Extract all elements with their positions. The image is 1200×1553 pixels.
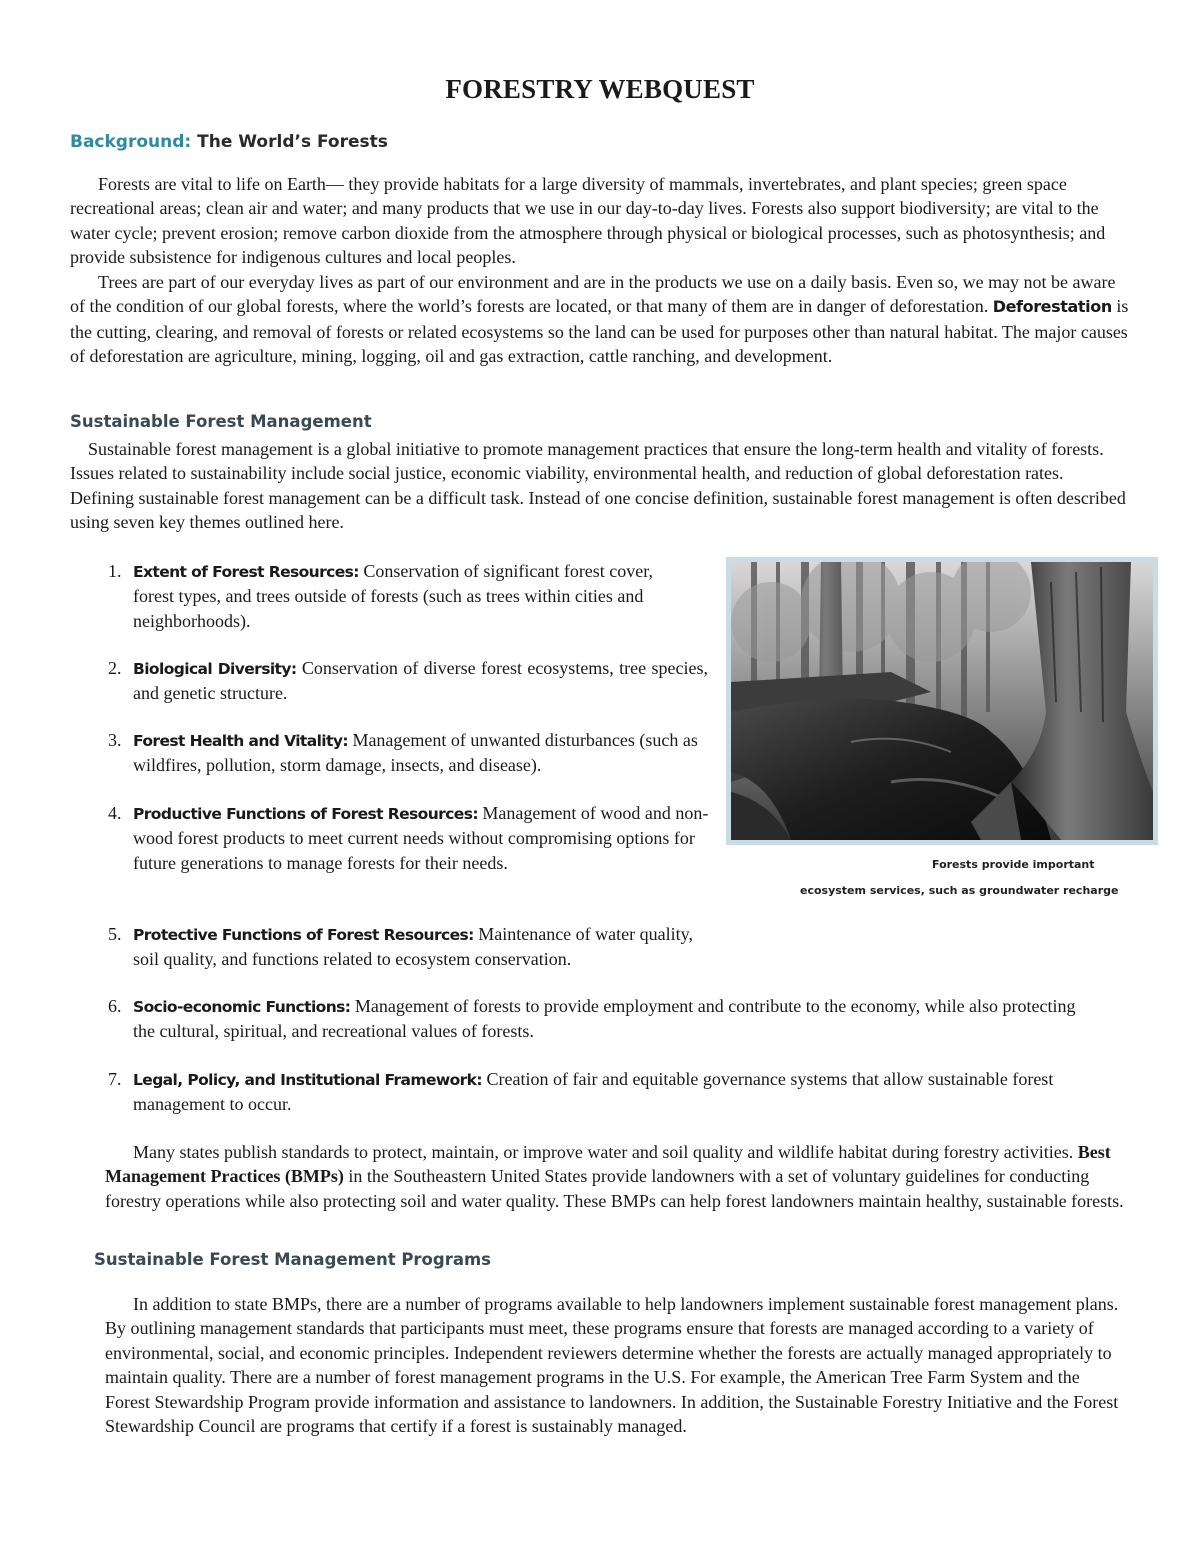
theme-text: Conservation of diverse forest ecosystems, tree species, and genetic structure.	[133, 658, 709, 704]
programs-paragraph: In addition to state BMPs, there are a number of programs available to help landowners implement sustainable forest management plans. By outlining management standards that participants must meet, these programs ensure that forests are managed according to a variety of environmental, social, and economic principles. Independent reviewers determine whether the forests are actually managed appropriately to maintain quality. There are a number of forest management programs in the U.S. For example, the American Tree Farm System and the Forest Stewardship Program provide information and assistance to landowners. In addition, the Sustainable Forestry Initiative and the Forest Stewardship Council are programs that certify if a forest is sustainably managed.	[105, 1294, 1119, 1437]
background-paragraph-2	[70, 270, 1132, 369]
bmp-paragraph-start: Many states publish standards to protect, maintain, or improve water and soil quality and wildlife habitat during forestry activities.	[133, 1142, 1074, 1162]
list-number: 4.	[108, 803, 122, 823]
list-item	[108, 656, 709, 706]
theme-text: Conservation of significant forest cover, forest types, and trees outside of forests (such as trees within cities and neighborhoods).	[133, 561, 654, 631]
list-number: 5.	[108, 924, 122, 944]
sfm-heading: Sustainable Forest Management	[70, 412, 372, 431]
list-item	[108, 559, 693, 633]
list-item	[108, 1067, 1133, 1117]
list-number: 7.	[108, 1069, 122, 1089]
theme-term: Forest Health and Vitality:	[133, 732, 348, 750]
list-item	[108, 728, 708, 778]
programs-heading: Sustainable Forest Management Programs	[94, 1250, 491, 1269]
background-paragraph-1: Forests are vital to life on Earth— they provide habitats for a large diversity of mammals, invertebrates, and plant species; green space recreational areas; clean air and water; and many products that we use in our day-to-day lives. Forests also support biodiversity; are vital to the water cycle; prevent erosion; remove carbon dioxide from the atmosphere through physical or biological processes, such as photosynthesis; and provide subsistence for indigenous cultures and local peoples.	[70, 174, 1106, 268]
theme-text: Management of unwanted disturbances (such as wildfires, pollution, storm damage, insects, and disease).	[133, 730, 698, 776]
forest-photo	[731, 562, 1153, 840]
list-number: 2.	[108, 658, 122, 678]
list-number: 1.	[108, 561, 122, 581]
theme-text: Management of wood and non-wood forest products to meet current needs without compromising options for future generations to manage forests for their needs.	[133, 803, 709, 873]
background-subtitle: The World’s Forests	[197, 132, 388, 152]
background-paragraph-2-start: Trees are part of our everyday lives as part of our environment and are in the products we use on a daily basis. Even so, we may not be aware of the condition of our global forests, where the world’s forests are located, or that many of them are in danger of deforestation.	[70, 272, 1116, 317]
forest-stream-image	[731, 562, 1153, 840]
forest-photo-frame	[726, 557, 1158, 845]
theme-term: Biological Diversity:	[133, 660, 297, 678]
list-item	[108, 994, 1093, 1044]
photo-caption-line-1: Forests provide important	[932, 858, 1095, 871]
theme-term: Productive Functions of Forest Resources:	[133, 805, 478, 823]
photo-caption-line-2: ecosystem services, such as groundwater recharge	[800, 884, 1119, 897]
list-number: 3.	[108, 730, 122, 750]
theme-text: Management of forests to provide employment and contribute to the economy, while also protecting the cultural, spiritual, and recreational values of forests.	[133, 996, 1076, 1042]
list-item	[108, 922, 708, 972]
page-title: FORESTRY WEBQUEST	[445, 74, 755, 104]
background-heading	[70, 132, 388, 152]
sfm-intro: Sustainable forest management is a global initiative to promote management practices that ensure the long-term health and vitality of forests. Issues related to sustainability include social justice, economic viability, environmental health, and reduction of global deforestation rates. Defining sustainable forest management can be a difficult task. Instead of one concise definition, sustainable forest management is often described using seven key themes outlined here.	[70, 439, 1126, 533]
deforestation-term: Deforestation	[992, 297, 1112, 317]
theme-term: Legal, Policy, and Institutional Framework:	[133, 1071, 482, 1089]
bmp-term: Best Management Practices (BMPs)	[105, 1142, 1111, 1187]
theme-text: Maintenance of water quality, soil quality, and functions related to ecosystem conservation.	[133, 924, 693, 970]
bmp-paragraph-end: in the Southeastern United States provide landowners with a set of voluntary guidelines for conducting forestry operations while also protecting soil and water quality. These BMPs can help forest landowners maintain healthy, sustainable forests.	[105, 1166, 1124, 1211]
background-label: Background:	[70, 132, 192, 152]
list-item	[108, 801, 725, 875]
theme-text: Creation of fair and equitable governance systems that allow sustainable forest management to occur.	[133, 1069, 1054, 1115]
list-number: 6.	[108, 996, 122, 1016]
theme-term: Socio-economic Functions:	[133, 998, 351, 1016]
theme-term: Extent of Forest Resources:	[133, 563, 359, 581]
background-paragraph-2-end: is the cutting, clearing, and removal of forests or related ecosystems so the land can be used for purposes other than natural habitat. The major causes of deforestation are agriculture, mining, logging, oil and gas extraction, cattle ranching, and development.	[70, 296, 1129, 367]
bmp-paragraph	[105, 1140, 1127, 1213]
theme-term: Protective Functions of Forest Resources:	[133, 926, 474, 944]
